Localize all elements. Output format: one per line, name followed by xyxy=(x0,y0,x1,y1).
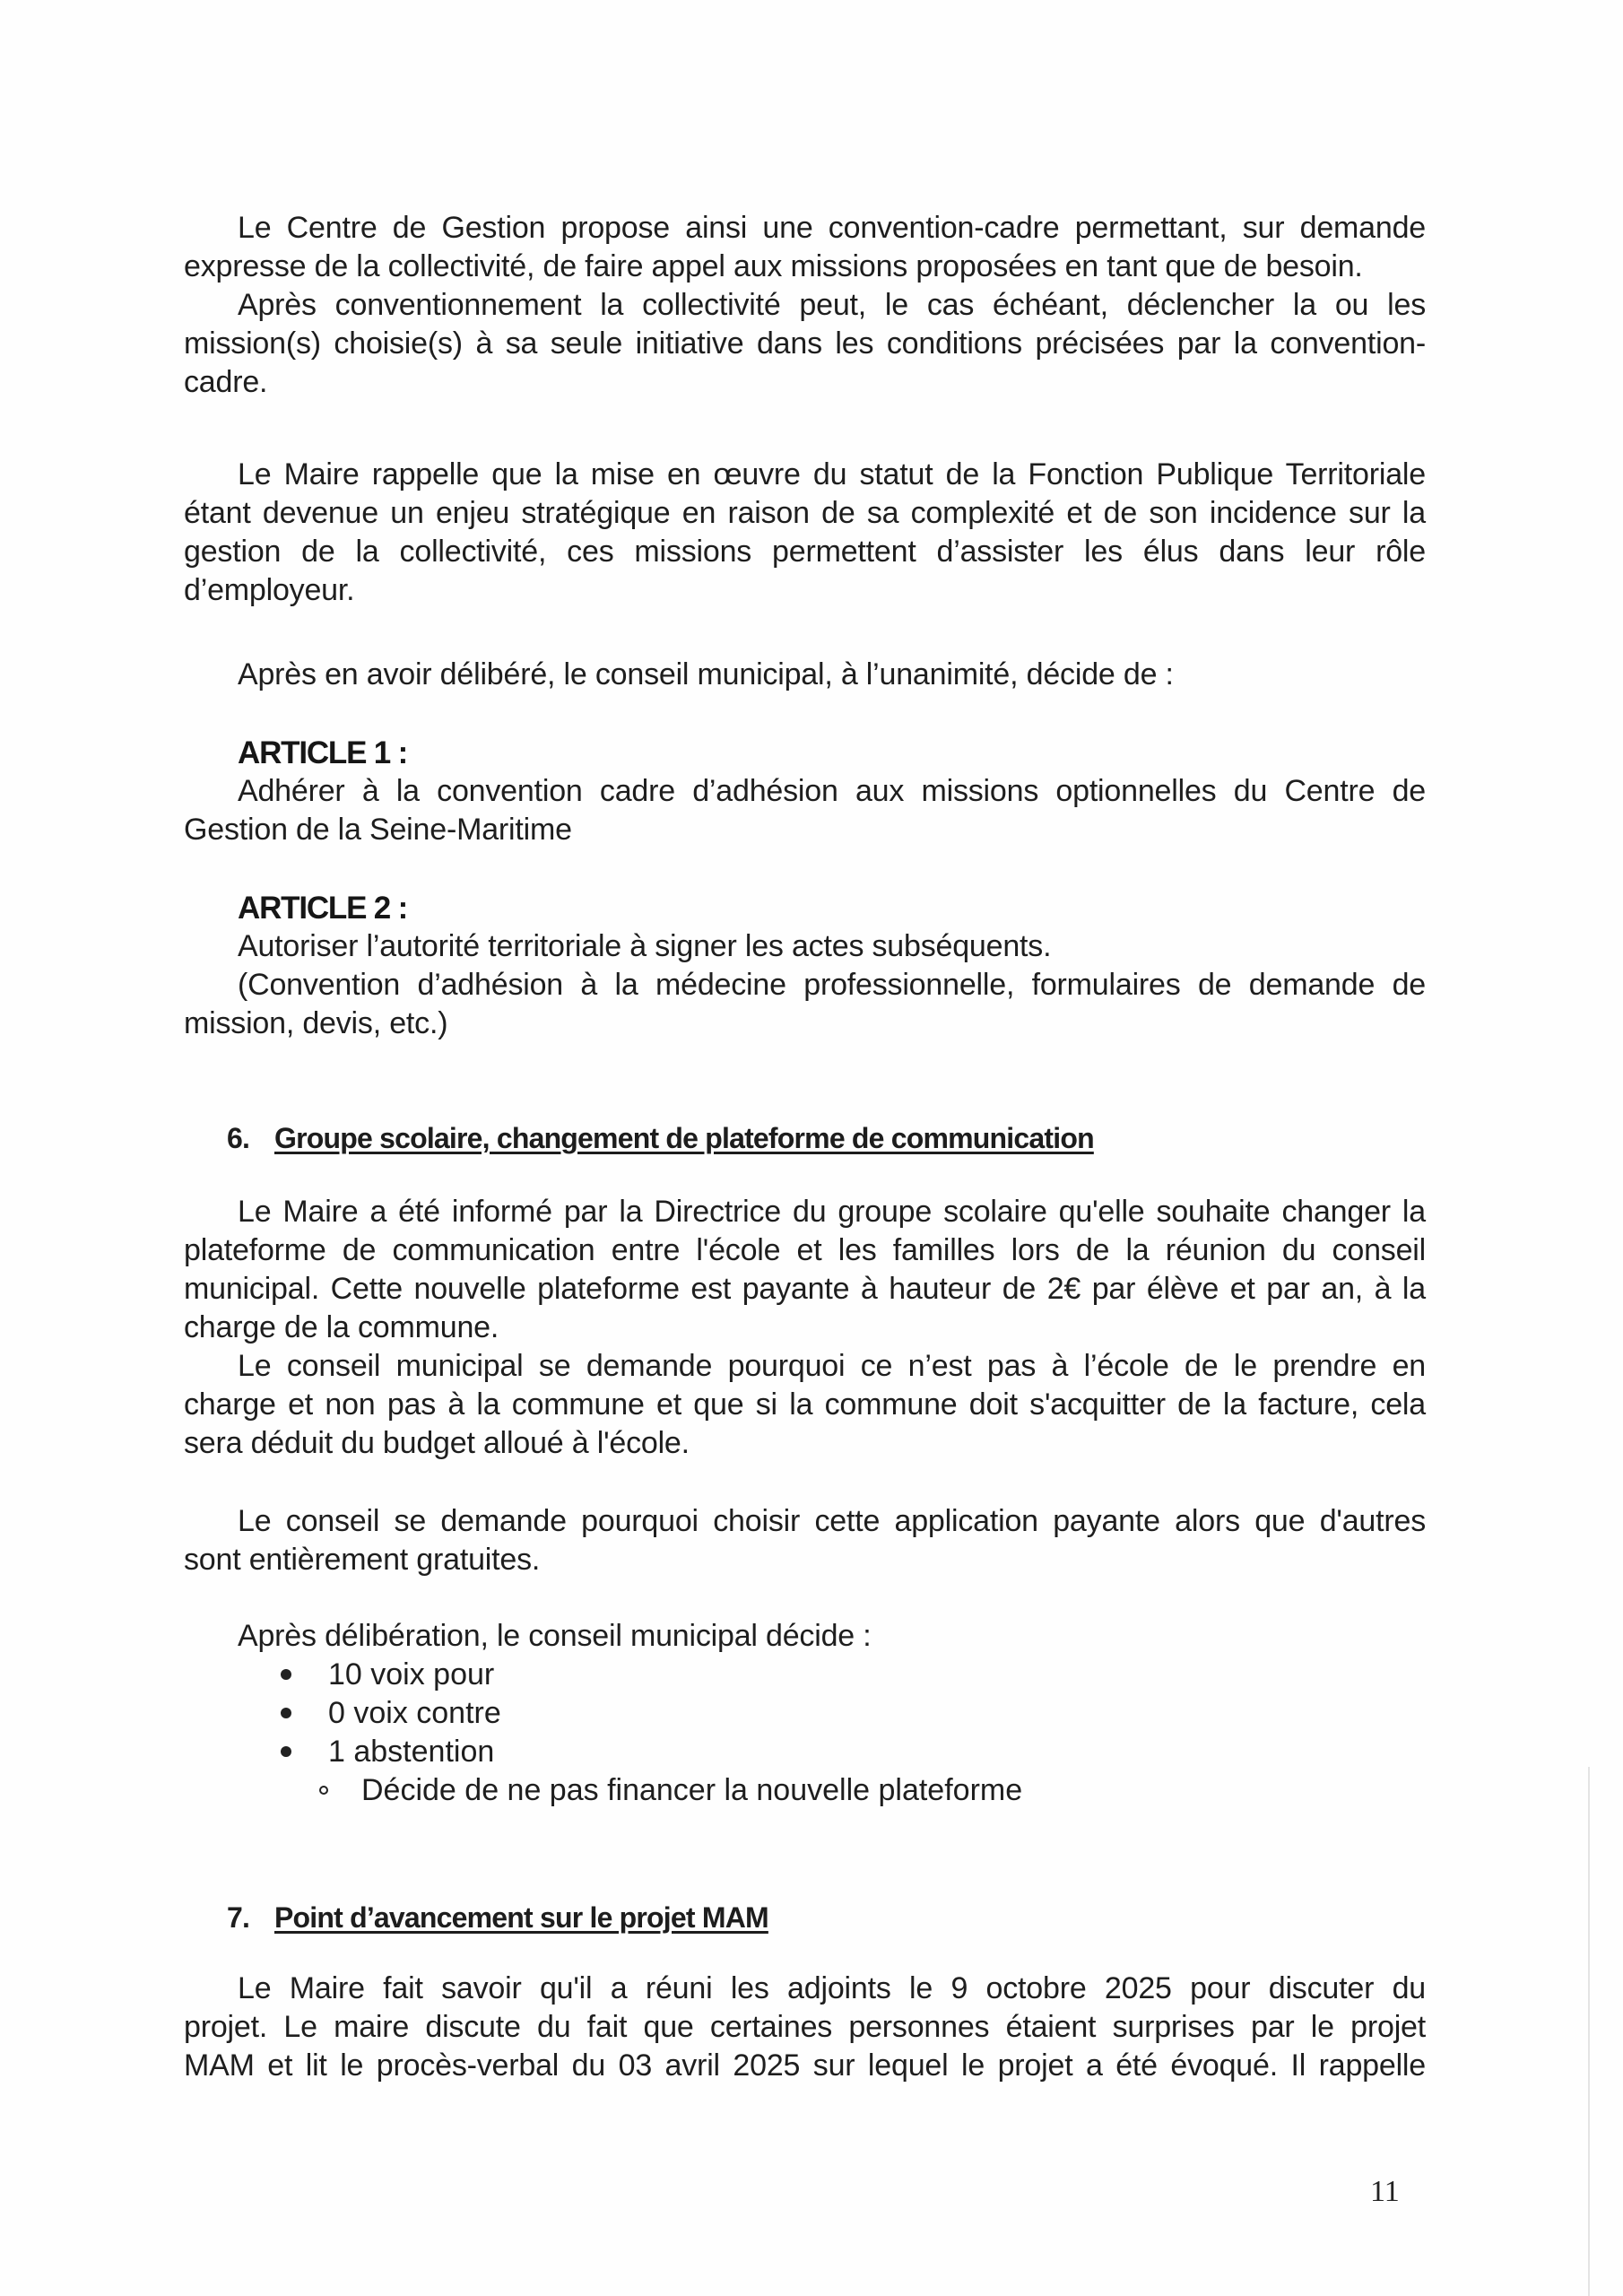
text-line: sont entièrement gratuites. xyxy=(184,1543,541,1577)
text-line: Adhérer à la convention cadre d’adhésion aux missions optionnelles du Centre de xyxy=(238,774,1426,808)
paragraph-conventionnement xyxy=(184,286,1426,402)
text-line: Après délibération, le conseil municipal décide : xyxy=(238,1619,872,1653)
vote-item-text: 10 voix pour xyxy=(328,1657,495,1692)
paragraph-apres-deliberation xyxy=(184,1617,1426,1656)
text-line: Le Maire rappelle que la mise en œuvre du statut de la Fonction Publique Territoriale xyxy=(238,457,1426,491)
vote-item-contre xyxy=(184,1694,1022,1733)
vote-item-text: 1 abstention xyxy=(328,1735,495,1769)
section-title: Point d’avancement sur le projet MAM xyxy=(274,1901,768,1934)
text-line: plateforme de communication entre l'école et les familles lors de la réunion du conseil xyxy=(184,1233,1426,1267)
bullet-dot-icon xyxy=(281,1746,291,1757)
text-line: Autoriser l’autorité territoriale à signer les actes subséquents. xyxy=(238,929,1052,963)
section-number: 6. xyxy=(227,1122,250,1154)
text-line: cadre. xyxy=(184,365,268,399)
section-heading-7 xyxy=(227,1900,768,1935)
text-line: Après en avoir délibéré, le conseil municipal, à l’unanimité, décide de : xyxy=(238,657,1174,691)
vote-results-list xyxy=(184,1656,1022,1810)
vote-decision-text: Décide de ne pas financer la nouvelle plateforme xyxy=(361,1773,1023,1807)
article-title: ARTICLE 2 : xyxy=(238,891,408,926)
text-line: MAM et lit le procès-verbal du 03 avril 2025 sur lequel le projet a été évoqué. Il rappelle xyxy=(184,2048,1426,2083)
bullet-circle-icon xyxy=(319,1786,328,1795)
text-line: mission(s) choisie(s) à sa seule initiative dans les conditions précisées par la convention- xyxy=(184,326,1426,361)
section-title: Groupe scolaire, changement de plateforme de communication xyxy=(274,1122,1094,1154)
text-line: municipal. Cette nouvelle plateforme est payante à hauteur de 2€ par élève et par an, à la xyxy=(184,1272,1426,1306)
paragraph-mam-project xyxy=(184,1970,1426,2085)
scan-edge-line xyxy=(1588,1767,1590,2296)
text-line: charge et non pas à la commune et que si la commune doit s'acquitter de la facture, cela xyxy=(184,1387,1426,1422)
paragraph-maire-rappelle xyxy=(184,456,1426,610)
vote-item-text: 0 voix contre xyxy=(328,1696,501,1730)
text-line: charge de la commune. xyxy=(184,1310,499,1344)
vote-decision xyxy=(184,1771,1022,1810)
article-1 xyxy=(184,734,1426,849)
text-line: sera déduit du budget alloué à l'école. xyxy=(184,1426,690,1460)
article-2 xyxy=(184,889,1426,1043)
text-line: (Convention d’adhésion à la médecine professionnelle, formulaires de demande de xyxy=(238,968,1426,1002)
text-line: Le Maire fait savoir qu'il a réuni les adjoints le 9 octobre 2025 pour discuter du xyxy=(238,1971,1426,2005)
text-line: gestion de la collectivité, ces missions permettent d’assister les élus dans leur rôle xyxy=(184,535,1426,569)
text-line: Le conseil se demande pourquoi choisir cette application payante alors que d'autres xyxy=(238,1504,1426,1538)
paragraph-conseil-demande xyxy=(184,1347,1426,1463)
text-line: Gestion de la Seine-Maritime xyxy=(184,813,572,847)
section-heading-6 xyxy=(227,1120,1094,1156)
text-line: étant devenue un enjeu stratégique en raison de sa complexité et de son incidence sur la xyxy=(184,496,1426,530)
text-line: Le Maire a été informé par la Directrice du groupe scolaire qu'elle souhaite changer la xyxy=(238,1195,1426,1229)
section-number: 7. xyxy=(227,1901,250,1934)
vote-item-abstention xyxy=(184,1733,1022,1771)
text-line: Le conseil municipal se demande pourquoi ce n’est pas à l’école de le prendre en xyxy=(238,1349,1426,1383)
vote-item-pour xyxy=(184,1656,1022,1694)
text-line: mission, devis, etc.) xyxy=(184,1006,448,1040)
text-line: Après conventionnement la collectivité peut, le cas échéant, déclencher la ou les xyxy=(238,288,1426,322)
page-number: 11 xyxy=(1370,2175,1400,2208)
text-line: projet. Le maire discute du fait que certaines personnes étaient surprises par le projet xyxy=(184,2010,1426,2044)
bullet-dot-icon xyxy=(281,1708,291,1718)
paragraph-directrice xyxy=(184,1193,1426,1347)
article-title: ARTICLE 1 : xyxy=(238,735,408,770)
text-line: expresse de la collectivité, de faire appel aux missions proposées en tant que de besoin. xyxy=(184,249,1363,283)
paragraph-decision-intro xyxy=(184,656,1426,694)
paragraph-convention-cadre xyxy=(184,209,1426,286)
text-line: d’employeur. xyxy=(184,573,355,607)
bullet-dot-icon xyxy=(281,1669,291,1680)
text-line: Le Centre de Gestion propose ainsi une convention-cadre permettant, sur demande xyxy=(238,211,1426,245)
paragraph-application-payante xyxy=(184,1502,1426,1579)
